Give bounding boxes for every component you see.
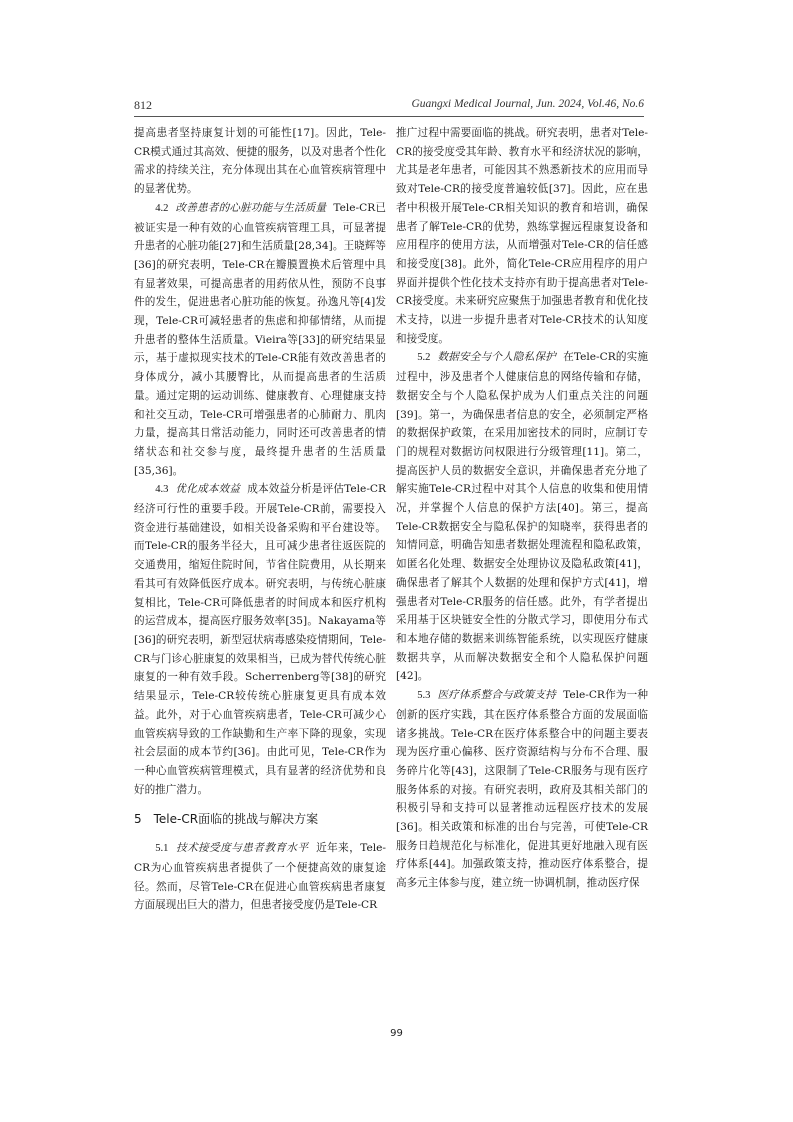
paragraph: 近年来，Tele-CR为心血管疾病患者提供了一个便捷高效的康复途径。然而，尽管Tele-CR在促进心血管疾病患者康复方面展现出巨大的潜力，但患者接受度仍是Tele-CR [134,842,386,912]
section-5-2 [396,348,648,686]
subsection-number: 5.3 [417,690,431,702]
paragraph: 在Tele-CR的实施过程中，涉及患者个人健康信息的网络传输和存储，数据安全与个人隐私保护成为人们重点关注的问题[39]。第一，为确保患者信息的安全，必须制定严格的数据保护政策，在采用加密技术的同时，应制订专门的规程对数据访问权限进行分级管理[11]。第二，提高医护人员的数据安全意识，并确保患者充分地了解实施Tele-CR过程中对其个人信息的收集和使用情况，并掌握个人信息的保护方法[40]。第三，提高Tele-CR数据安全与隐私保护的知晓率，获得患者的知情同意，明确告知患者数据处理流程和隐私政策，如匿名化处理、数据安全处理协议及隐私政策[41]，确保患者了解其个人数据的处理和保护方式[41]，增强患者对Tele-CR服务的信任感。此外，有学者提出采用基于区块链安全性的分散式学习，即使用分布式和本地存储的数据来训练智能系统，以实现医疗健康数据共享，从而解决数据安全和个人隐私保护问题[42]。 [396,351,648,683]
subsection-title: 优化成本效益 [175,483,241,496]
subsection-title: 技术接受度与患者教育水平 [176,842,309,855]
subsection-title: 改善患者的心脏功能与生活质量 [175,201,327,214]
subsection-number: 5.1 [155,843,169,855]
journal-citation: Guangxi Medical Journal, Jun. 2024, Vol.46, No.6 [411,98,644,110]
section-4-3 [134,480,386,799]
paragraph: Tele-CR作为一种创新的医疗实践，其在医疗体系整合方面的发展面临诸多挑战。Tele-CR在医疗体系整合中的问题主要表现为医疗重心偏移、医疗资源结构与分布不合理、服务碎片化等[43]，这限制了Tele-CR服务与现有医疗服务体系的对接。有研究表明，政府及其相关部门的积极引导和支持可以显著推动远程医疗技术的发展[36]。相关政策和标准的出台与完善，可使Tele-CR服务日趋规范化与标准化，促进其更好地融入现有医疗体系[44]。加强政策支持，推动医疗体系整合，提高多元主体参与度，建立统一协调机制，推动医疗保 [396,689,648,890]
section-4-2 [134,199,386,481]
section-5-1 [134,839,386,915]
left-column [134,124,386,915]
section-5-3 [396,686,648,893]
footer-page-number: 99 [390,1028,403,1039]
paragraph: 提高患者坚持康复计划的可能性[17]。因此，Tele-CR模式通过其高效、便捷的服务，以及对患者个性化需求的持续关注，充分体现出其在心血管疾病管理中的显著优势。 [134,127,386,196]
subsection-number: 4.2 [155,202,169,214]
header-rule [134,116,644,117]
paragraph: 成本效益分析是评估Tele-CR经济可行性的重要手段。开展Tele-CR前，需要投入资金进行基础建设，如相关设备采购和平台建设等。而Tele-CR的服务半径大，且可减少患者往返医院的交通费用，缩短住院时间，节省住院费用，从长期来看其可有效降低医疗成本。研究表明，与传统心脏康复相比，Tele-CR可降低患者的时间成本和医疗机构的运营成本，提高医疗服务效率[35]。Nakayama等[36]的研究表明，新型冠状病毒感染疫情期间，Tele-CR与门诊心脏康复的效果相当，已成为替代传统心脏康复的一种有效手段。Scherrenberg等[38]的研究结果显示，Tele-CR较传统心脏康复更具有成本效益。此外，对于心血管疾病患者，Tele-CR可减少心血管疾病导致的工作缺勤和生产率下降的现象，实现社会层面的成本节约[36]。由此可见，Tele-CR作为一种心血管疾病管理模式，具有显著的经济优势和良好的推广潜力。 [134,483,386,796]
right-column [396,124,648,893]
subsection-number: 5.2 [417,352,431,364]
subsection-title: 数据安全与个人隐私保护 [437,351,556,364]
paragraph: Tele-CR已被证实是一种有效的心血管疾病管理工具，可显著提升患者的心脏功能[27]和生活质量[28,34]。王晓辉等[36]的研究表明，Tele-CR在瓣膜置换术后管理中具有显著效果，可提高患者的用药依从性，预防不良事件的发生，促进患者心脏功能的恢复。孙逸凡等[4]发现，Tele-CR可减轻患者的焦虑和抑郁情绪，从而提升患者的整体生活质量。Vieira等[33]的研究结果显示，基于虚拟现实技术的Tele-CR能有效改善患者的身体成分，减小其腰臀比，从而提高患者的生活质量。通过定期的运动训练、健康教育、心理健康支持和社交互动，Tele-CR可增强患者的心肺耐力、肌肉力量，提高其日常活动能力，同时还可改善患者的情绪状态和社交参与度，最终提升患者的生活质量[35,36]。 [134,201,386,477]
paragraph: 推广过程中需要面临的挑战。研究表明，患者对Tele-CR的接受度受其年龄、教育水平和经济状况的影响，尤其是老年患者，可能因其不熟悉新技术的应用而导致对Tele-CR的接受度普遍较低[37]。因此，应在患者中积极开展Tele-CR相关知识的教育和培训，确保患者了解Tele-CR的优势，熟练掌握远程康复设备和应用程序的使用方法，从而增强对Tele-CR的信任感和接受度[38]。此外，简化Tele-CR应用程序的用户界面并提供个性化技术支持亦有助于提高患者对Tele-CR接受度。未来研究应聚焦于加强患者教育和优化技术支持，以进一步提升患者对Tele-CR技术的认知度和接受度。 [396,127,648,345]
journal-page-number: 812 [134,98,152,112]
subsection-title: 医疗体系整合与政策支持 [437,689,556,702]
running-header [134,98,644,114]
section-5-heading: 5 Tele-CR面临的挑战与解决方案 [134,812,319,827]
subsection-number: 4.3 [155,484,169,496]
